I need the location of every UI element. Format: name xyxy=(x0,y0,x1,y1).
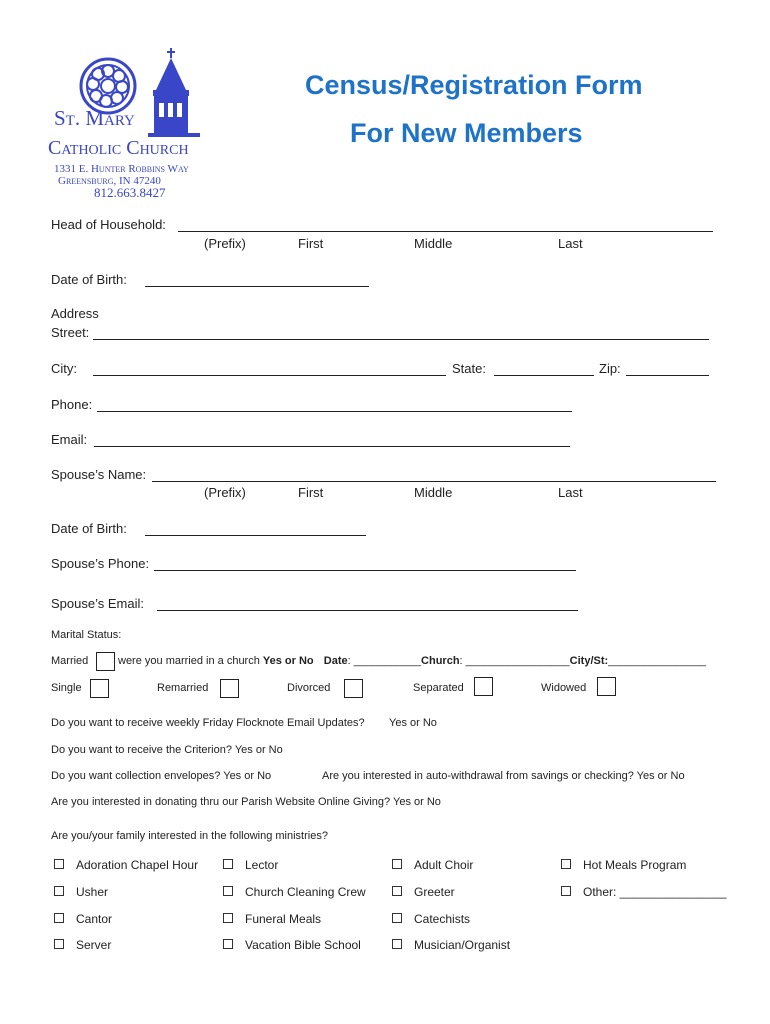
checkbox-icon[interactable] xyxy=(54,939,64,949)
spouse-email-field[interactable] xyxy=(157,610,578,611)
checkbox-icon[interactable] xyxy=(54,859,64,869)
spouse-dob-label: Date of Birth: xyxy=(51,521,127,536)
married-city-st-label: City/St: xyxy=(569,655,609,667)
spouse-dob-field[interactable] xyxy=(145,535,366,536)
spouse-phone-label: Spouse’s Phone: xyxy=(51,556,150,571)
head-prefix-caption: (Prefix) xyxy=(204,236,246,251)
ministry-item[interactable]: Vacation Bible School xyxy=(223,938,361,952)
dob-field[interactable] xyxy=(145,286,369,287)
address-label: Address xyxy=(51,306,99,321)
married-question xyxy=(118,655,706,667)
zip-field[interactable] xyxy=(626,375,709,376)
ministry-item[interactable]: Funeral Meals xyxy=(223,912,321,926)
married-date-field[interactable]: : ___________ xyxy=(347,655,422,667)
remarried-checkbox[interactable] xyxy=(220,679,239,698)
married-church-field[interactable]: : _________________ xyxy=(459,655,570,667)
form-subtitle: For New Members xyxy=(350,118,583,148)
married-city-st-field[interactable]: ________________ xyxy=(608,655,707,667)
checkbox-icon[interactable] xyxy=(223,939,233,949)
married-checkbox[interactable] xyxy=(96,652,115,671)
separated-checkbox[interactable] xyxy=(474,677,493,696)
head-middle-caption: Middle xyxy=(414,236,453,251)
head-last-caption: Last xyxy=(558,236,583,251)
steeple-icon xyxy=(144,48,204,140)
spouse-name-field[interactable] xyxy=(152,481,716,482)
street-field[interactable] xyxy=(93,339,709,340)
logo-name-line1: St. Mary xyxy=(54,106,135,130)
logo-name-line2: Catholic Church xyxy=(48,137,189,159)
marital-status-label: Marital Status: xyxy=(51,629,122,641)
widowed-checkbox[interactable] xyxy=(597,677,616,696)
married-question-text: were you married in a church xyxy=(118,655,260,667)
checkbox-icon[interactable] xyxy=(392,859,402,869)
logo-address1: 1331 E. Hunter Robbins Way xyxy=(54,163,189,175)
checkbox-icon[interactable] xyxy=(392,939,402,949)
ministry-item[interactable]: Adoration Chapel Hour xyxy=(54,858,198,872)
checkbox-icon[interactable] xyxy=(223,913,233,923)
question-auto-withdrawal: Are you interested in auto-withdrawal from savings or checking? Yes or No xyxy=(322,770,685,782)
question-ministries: Are you/your family interested in the following ministries? xyxy=(51,830,328,842)
head-of-household-field[interactable] xyxy=(178,231,713,232)
street-label: Street: xyxy=(51,325,90,340)
single-label: Single xyxy=(51,682,82,694)
dob-label: Date of Birth: xyxy=(51,272,127,287)
married-yes-or-no[interactable]: Yes or No xyxy=(262,655,314,667)
spouse-first-caption: First xyxy=(298,485,324,500)
ministry-item[interactable]: Adult Choir xyxy=(392,858,473,872)
state-field[interactable] xyxy=(494,375,594,376)
city-label: City: xyxy=(51,361,77,376)
spouse-prefix-caption: (Prefix) xyxy=(204,485,246,500)
ministry-item[interactable]: Greeter xyxy=(392,885,455,899)
question-online-giving: Are you interested in donating thru our Parish Website Online Giving? Yes or No xyxy=(51,796,441,808)
email-label: Email: xyxy=(51,432,88,447)
ministry-item[interactable]: Church Cleaning Crew xyxy=(223,885,366,899)
checkbox-icon[interactable] xyxy=(392,886,402,896)
checkbox-icon[interactable] xyxy=(54,886,64,896)
city-field[interactable] xyxy=(93,375,446,376)
spouse-name-label: Spouse’s Name: xyxy=(51,467,147,482)
email-field[interactable] xyxy=(94,446,570,447)
head-first-caption: First xyxy=(298,236,324,251)
separated-label: Separated xyxy=(413,682,464,694)
ministry-item[interactable]: Usher xyxy=(54,885,108,899)
head-of-household-label: Head of Household: xyxy=(51,217,166,232)
spouse-middle-caption: Middle xyxy=(414,485,453,500)
church-logo xyxy=(48,48,228,203)
logo-phone: 812.663.8427 xyxy=(94,185,166,200)
ministry-item[interactable]: Catechists xyxy=(392,912,470,926)
ministry-item[interactable]: Cantor xyxy=(54,912,112,926)
phone-label: Phone: xyxy=(51,397,93,412)
divorced-checkbox[interactable] xyxy=(344,679,363,698)
married-date-label: Date xyxy=(323,655,348,667)
checkbox-icon[interactable] xyxy=(561,886,571,896)
single-checkbox[interactable] xyxy=(90,679,109,698)
phone-field[interactable] xyxy=(97,411,572,412)
zip-label: Zip: xyxy=(599,361,621,376)
ministry-item[interactable]: Lector xyxy=(223,858,278,872)
ministry-item[interactable]: Musician/Organist xyxy=(392,938,510,952)
ministry-item[interactable]: Hot Meals Program xyxy=(561,858,686,872)
remarried-label: Remarried xyxy=(157,682,209,694)
checkbox-icon[interactable] xyxy=(223,886,233,896)
checkbox-icon[interactable] xyxy=(392,913,402,923)
logo-address2: Greensburg, IN 47240 xyxy=(58,175,161,187)
widowed-label: Widowed xyxy=(541,682,587,694)
spouse-phone-field[interactable] xyxy=(154,570,576,571)
divorced-label: Divorced xyxy=(287,682,331,694)
checkbox-icon[interactable] xyxy=(223,859,233,869)
checkbox-icon[interactable] xyxy=(561,859,571,869)
question-criterion: Do you want to receive the Criterion? Yes or No xyxy=(51,744,283,756)
question-envelopes: Do you want collection envelopes? Yes or No xyxy=(51,770,272,782)
spouse-email-label: Spouse’s Email: xyxy=(51,596,144,611)
state-label: State: xyxy=(452,361,486,376)
checkbox-icon[interactable] xyxy=(54,913,64,923)
married-label: Married xyxy=(51,655,89,667)
question-flocknote: Do you want to receive weekly Friday Flocknote Email Updates? xyxy=(51,717,365,729)
question-flocknote-answer[interactable]: Yes or No xyxy=(389,717,437,729)
ministry-item[interactable]: Server xyxy=(54,938,111,952)
ministry-item[interactable]: Other: ________________ xyxy=(561,885,726,899)
spouse-last-caption: Last xyxy=(558,485,583,500)
married-church-label: Church xyxy=(421,655,460,667)
form-title: Census/Registration Form xyxy=(305,70,643,100)
